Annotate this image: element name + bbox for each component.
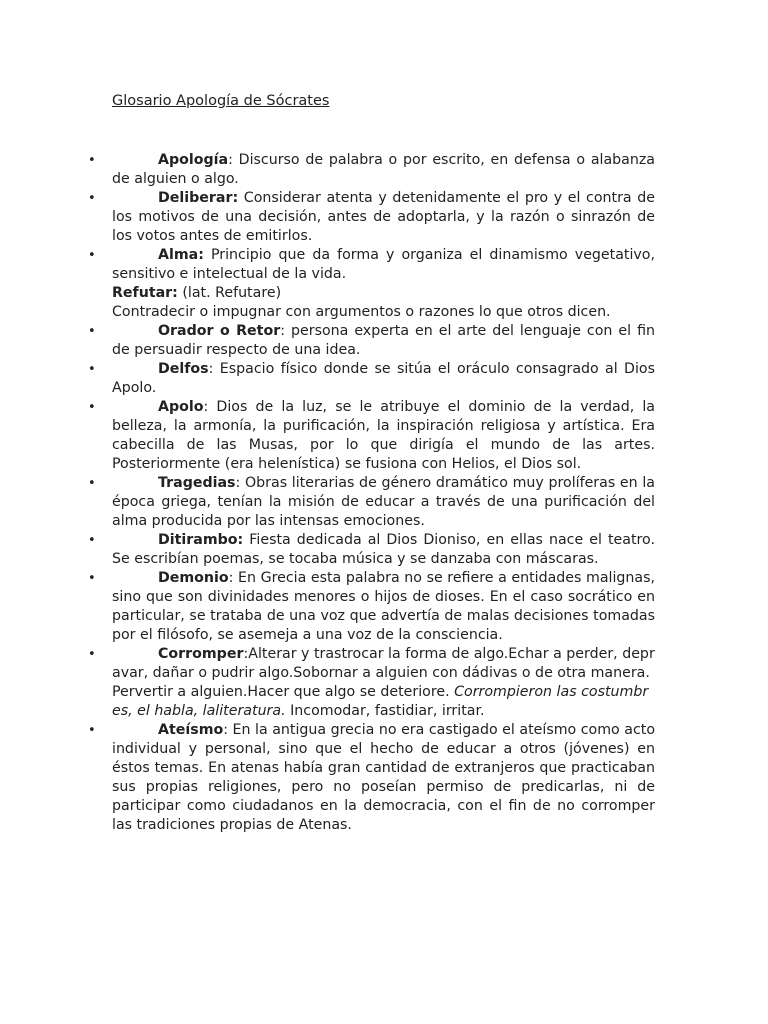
glossary-definition: Alterar y trastrocar la forma de algo.Echar a perder, depravar, dañar o pudrir algo.Sobornar a alguien con dádivas o de otra manera.Pervertir a alguien.Hacer que algo se deteriore.: [112, 646, 655, 700]
glossary-entry-orador: [88, 322, 655, 360]
glossary-entry-apologia: [88, 151, 655, 189]
glossary-definition: (lat. Refutare): [177, 285, 282, 301]
glossary-definition: Considerar atenta y detenidamente el pro y el contra de los motivos de una decisión, antes de adoptarla, y la razón o sinrazón de los votos antes de emitirlos.: [112, 190, 655, 244]
glossary-entry-apolo: [88, 398, 655, 474]
glossary-term: Orador o Retor: [158, 323, 281, 339]
bullet-icon: •: [88, 533, 96, 548]
glossary-term: Refutar:: [112, 285, 178, 301]
glossary-term: Ditirambo:: [158, 532, 244, 548]
term-separator: :: [223, 722, 229, 738]
glossary-term: Demonio: [158, 570, 229, 586]
glossary-definition: Discurso de palabra o por escrito, en defensa o alabanza de alguien o algo.: [112, 152, 655, 187]
bullet-icon: •: [88, 476, 96, 491]
term-separator: :: [235, 475, 241, 491]
bullet-icon: •: [88, 571, 96, 586]
term-separator: :: [280, 323, 285, 339]
glossary-term: Delfos: [158, 361, 209, 377]
glossary-list: [88, 151, 655, 835]
bullet-icon: •: [88, 723, 96, 738]
glossary-definition: Obras literarias de género dramático muy prolíferas en la época griega, tenían la misión de educar a través de una purificación del alma producida por las intensas emociones.: [112, 475, 655, 529]
glossary-definition: Dios de la luz, se le atribuye el dominio de la verdad, la belleza, la armonía, la purificación, la inspiración religiosa y artística. Era cabecilla de las Musas, por lo que dirigía el mundo de las artes. Posteriormente (era helenística) se fusiona con Helios, el Dios sol.: [112, 399, 655, 472]
glossary-definition-line: Contradecir o impugnar con argumentos o razones lo que otros dicen.: [112, 304, 611, 320]
glossary-term: Corromper: [158, 646, 244, 662]
glossary-term: Ateísmo: [158, 722, 224, 738]
glossary-term: Apolo: [158, 399, 204, 415]
glossary-term: Deliberar:: [158, 190, 239, 206]
glossary-definition: En la antigua grecia no era castigado el ateísmo como acto individual y personal, sino que el hecho de educar a otros (jóvenes) en éstos temas. En atenas había gran cantidad de extranjeros que practicaban sus propias religiones, pero no poseían permiso de predicarlas, ni de participar como ciudadanos en la democracia, con el fin de no corromper las tradiciones propias de Atenas.: [112, 722, 655, 833]
glossary-definition: persona experta en el arte del lenguaje con el fin de persuadir respecto de una idea.: [112, 323, 655, 358]
glossary-entry-ditirambo: [88, 531, 655, 569]
glossary-term: Apología: [158, 152, 229, 168]
bullet-icon: •: [88, 400, 96, 415]
glossary-definition: Principio que da forma y organiza el dinamismo vegetativo, sensitivo e intelectual de la vida.: [112, 247, 655, 282]
glossary-term: Alma:: [158, 247, 204, 263]
term-separator: :: [228, 570, 234, 586]
glossary-entry-delfos: [88, 360, 655, 398]
glossary-entry-corromper: [88, 645, 655, 721]
bullet-icon: •: [88, 362, 96, 377]
glossary-entry-ateismo: [88, 721, 655, 835]
glossary-entry-refutar: [112, 284, 655, 322]
glossary-term: Tragedias: [158, 475, 236, 491]
glossary-entry-tragedias: [88, 474, 655, 531]
term-separator: :: [243, 646, 249, 662]
glossary-entry-deliberar: [88, 189, 655, 246]
bullet-icon: •: [88, 191, 96, 206]
glossary-example: Corrompieron las costumbres, el habla, laliteratura.: [112, 684, 649, 719]
bullet-icon: •: [88, 153, 96, 168]
glossary-definition: Espacio físico donde se sitúa el oráculo consagrado al Dios Apolo.: [112, 361, 655, 396]
glossary-entry-demonio: [88, 569, 655, 645]
glossary-definition: En Grecia esta palabra no se refiere a entidades malignas, sino que son divinidades menores o hijos de dioses. En el caso socrático en particular, se trataba de una voz que advertía de malas decisiones tomadas por el filósofo, se asemeja a una voz de la consciencia.: [112, 570, 655, 643]
glossary-entry-alma: [88, 246, 655, 284]
term-separator: :: [208, 361, 214, 377]
glossary-definition-end: Incomodar, fastidiar, irritar.: [285, 703, 485, 719]
document-title: Glosario Apología de Sócrates: [112, 93, 330, 109]
bullet-icon: •: [88, 324, 96, 339]
bullet-icon: •: [88, 647, 96, 662]
term-separator: :: [203, 399, 209, 415]
glossary-definition: Fiesta dedicada al Dios Dioniso, en ellas nace el teatro. Se escribían poemas, se tocaba música y se danzaba con máscaras.: [112, 532, 655, 567]
bullet-icon: •: [88, 248, 96, 263]
term-separator: :: [228, 152, 233, 168]
